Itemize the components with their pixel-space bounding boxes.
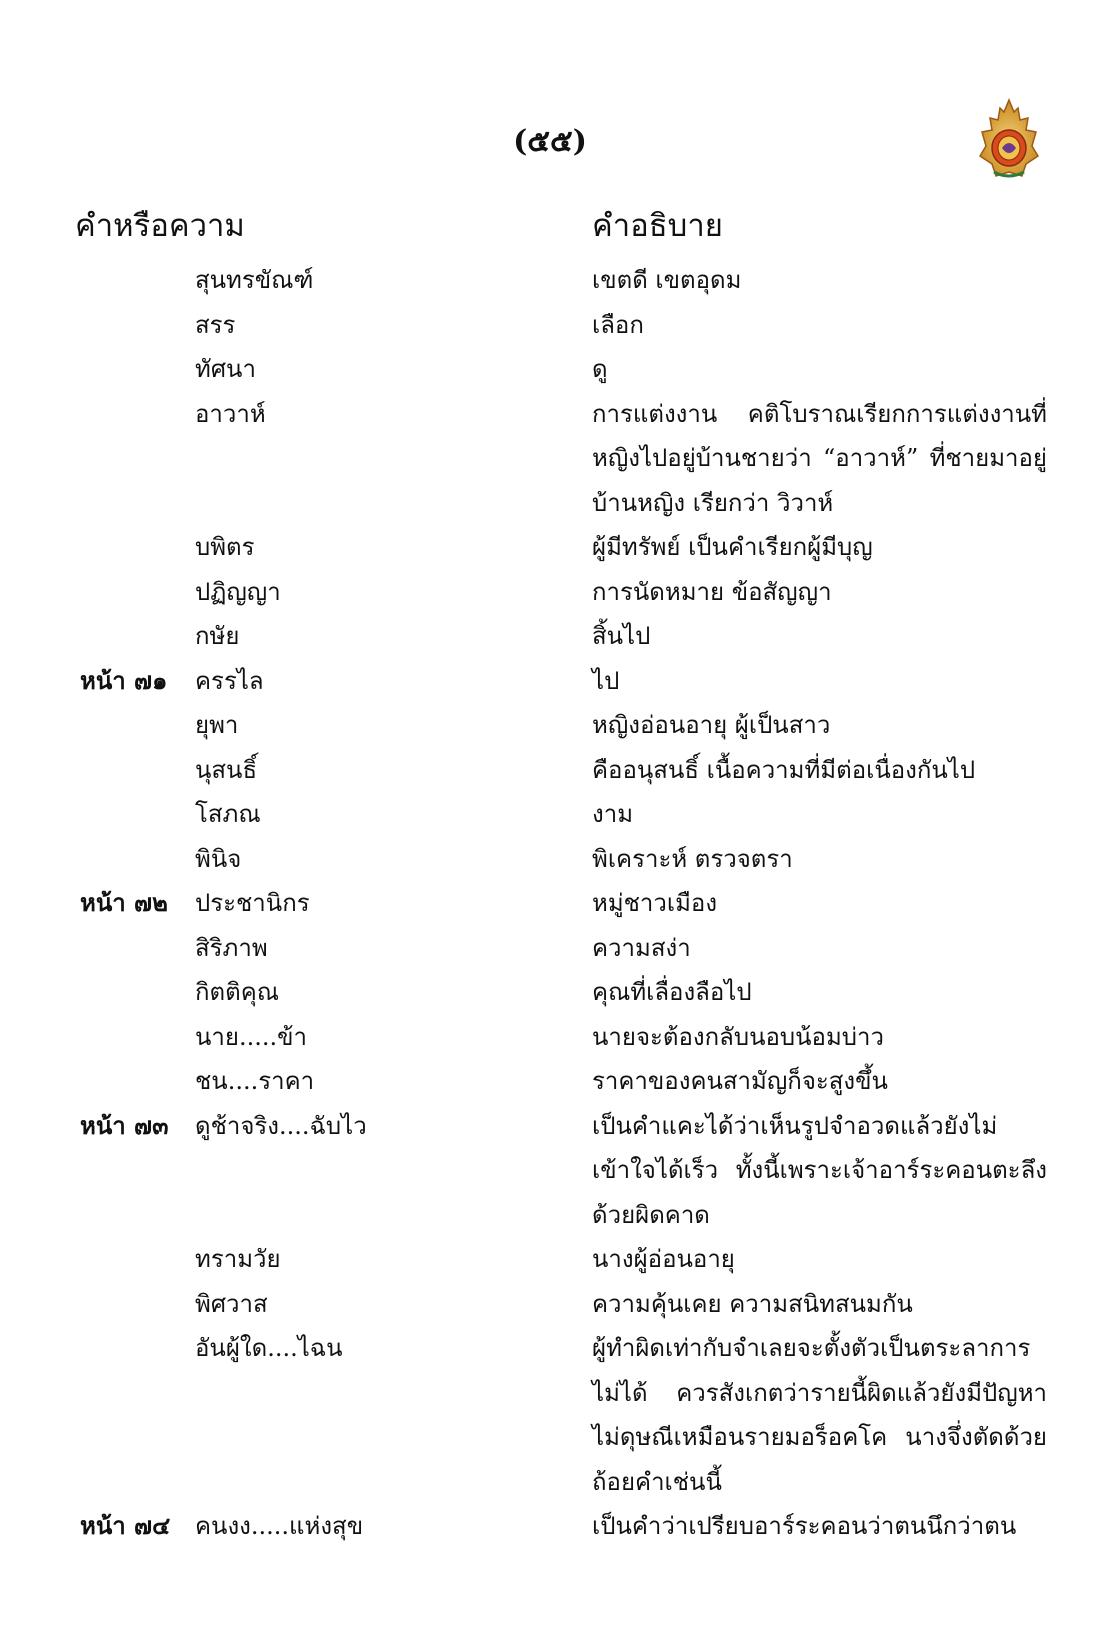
glossary-term: คนงง.....แห่งสุข [195,1512,364,1540]
glossary-entry [0,1282,1100,1327]
term-column-header: คำหรือความ [75,208,245,244]
glossary-definition: หมู่ชาวเมือง [592,889,718,917]
glossary-entry [0,392,1100,526]
glossary-term: อันผู้ใด....ไฉน [195,1334,343,1362]
glossary-entry [0,1015,1100,1060]
glossary-list [0,258,1100,1549]
glossary-entry [0,1237,1100,1282]
glossary-entry [0,1504,1100,1549]
glossary-definition: นางผู้อ่อนอายุ [592,1245,735,1273]
glossary-entry [0,703,1100,748]
glossary-term: นาย.....ข้า [195,1022,307,1051]
glossary-entry [0,1059,1100,1104]
glossary-entry [0,1104,1100,1238]
page-reference: หน้า ๗๓ [80,1110,169,1140]
glossary-term: ปฏิญญา [195,577,281,606]
page-reference: หน้า ๗๒ [80,888,168,917]
glossary-definition: พิเคราะห์ ตรวจตรา [592,844,793,873]
ministry-emblem-icon [978,98,1040,180]
glossary-entry [0,659,1100,704]
glossary-definition: ไป [592,666,620,695]
glossary-term: ยุพา [195,711,239,739]
glossary-entry [0,570,1100,615]
page-reference: หน้า ๗๑ [80,665,168,695]
glossary-entry [0,303,1100,348]
glossary-definition: คุณที่เลื่องลือไป [592,978,752,1006]
glossary-definition: ความคุ้นเคย ความสนิทสนมกัน [592,1289,913,1318]
glossary-term: ทรามวัย [195,1245,281,1273]
glossary-definition: เป็นคำว่าเปรียบอาร์ระคอนว่าตนนึกว่าตน [592,1512,1017,1540]
glossary-definition: หญิงอ่อนอายุ ผู้เป็นสาว [592,711,831,739]
glossary-definition: การนัดหมาย ข้อสัญญา [592,577,832,606]
glossary-definition: งาม [592,800,634,828]
glossary-term: ครรไล [195,666,264,695]
glossary-entry [0,525,1100,570]
glossary-entry [0,748,1100,793]
glossary-term: สุนทรขัณฑ์ [195,266,314,294]
glossary-term: ดูช้าจริง....ฉับไว [195,1111,367,1140]
glossary-term: สรร [195,310,236,339]
glossary-definition: ดู [592,355,608,383]
glossary-entry [0,926,1100,971]
page-number: (๕๕) [513,124,587,159]
glossary-entry [0,258,1100,303]
glossary-definition: สิ้นไป [592,622,651,650]
glossary-definition: คืออนุสนธิ์ เนื้อความที่มีต่อเนื่องกันไป [592,755,976,784]
glossary-term: กษัย [195,622,240,650]
glossary-entry [0,347,1100,392]
glossary-term: นุสนธิ์ [195,755,258,784]
glossary-entry [0,970,1100,1015]
glossary-definition: ความสง่า [592,933,691,962]
glossary-entry [0,881,1100,926]
glossary-term: กิตติคุณ [195,978,280,1006]
glossary-definition: เป็นคำแคะได้ว่าเห็นรูปจำอวดแล้วยังไม่เข้าใจได้เร็ว ทั้งนี้เพราะเจ้าอาร์ระคอนตะลึงด้วยผิดคาด [592,1111,1047,1229]
glossary-definition: ผู้มีทรัพย์ เป็นคำเรียกผู้มีบุญ [592,533,873,561]
glossary-definition: นายจะต้องกลับนอบน้อมบ่าว [592,1022,884,1051]
page-reference: หน้า ๗๔ [80,1511,171,1540]
glossary-entry [0,614,1100,659]
glossary-definition: ราคาของคนสามัญก็จะสูงขึ้น [592,1067,888,1095]
glossary-entry [0,1326,1100,1504]
glossary-definition: เขตดี เขตอุดม [592,266,742,294]
glossary-definition: การแต่งงาน คติโบราณเรียกการแต่งงานที่หญิงไปอยู่บ้านชายว่า “อาวาห์” ที่ชายมาอยู่บ้านหญิง เรียกว่า วิวาห์ [592,399,1047,517]
glossary-term: สิริภาพ [195,933,268,962]
glossary-entry [0,792,1100,837]
glossary-term: อาวาห์ [195,399,266,428]
glossary-definition: เลือก [592,310,644,339]
glossary-term: โสภณ [195,800,261,828]
glossary-term: พิศวาส [195,1289,268,1318]
glossary-entry [0,837,1100,882]
glossary-term: พินิจ [195,844,242,873]
definition-column-header: คำอธิบาย [592,208,723,244]
glossary-term: ชน....ราคา [195,1067,315,1095]
glossary-term: ทัศนา [195,355,256,383]
glossary-definition: ผู้ทำผิดเท่ากับจำเลยจะตั้งตัวเป็นตระลาการไม่ได้ ควรสังเกตว่ารายนี้ผิดแล้วยังมีปัญหาไม่ดุษณีเหมือนรายมอร็อคโค นางจึ่งตัดด้วยถ้อยคำเช่นนี้ [592,1334,1047,1496]
glossary-term: บพิตร [195,533,255,561]
glossary-term: ประชานิกร [195,889,310,917]
